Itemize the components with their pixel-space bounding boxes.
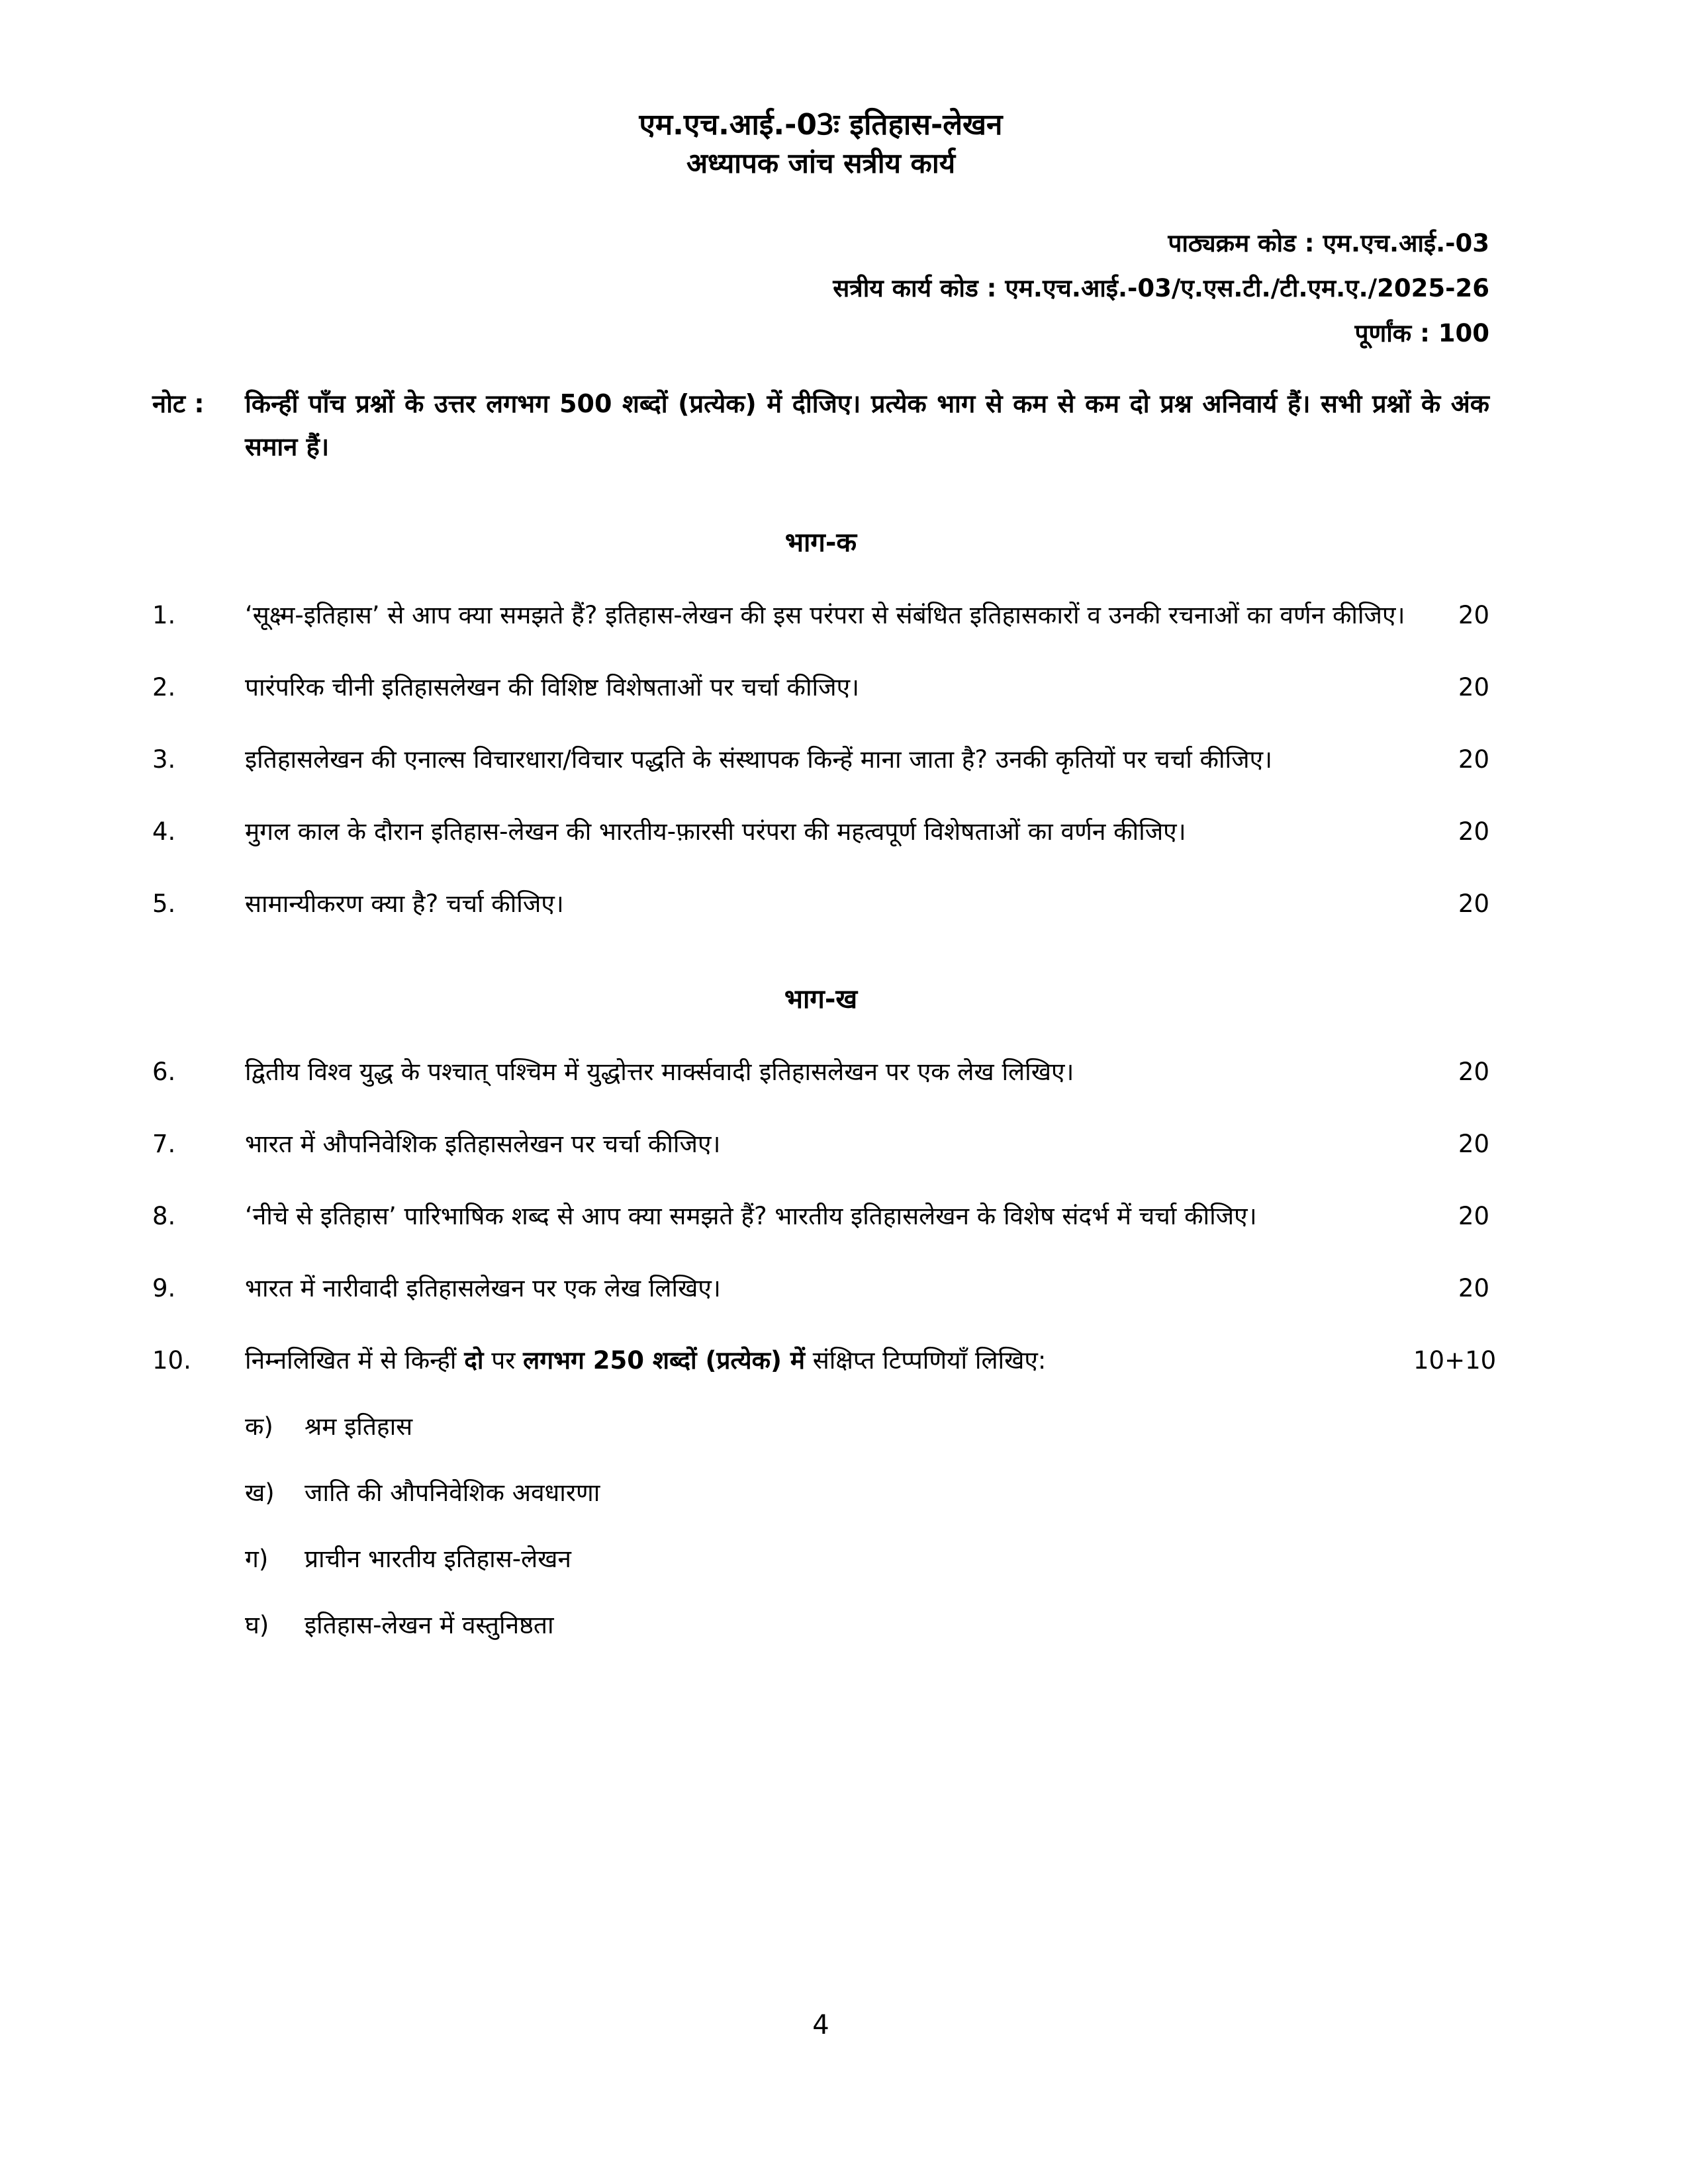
question-text-part-bold: लगभग 250 शब्दों (प्रत्येक) में bbox=[523, 1346, 805, 1375]
question-marks: 20 bbox=[1458, 817, 1489, 846]
question-marks: 20 bbox=[1458, 1202, 1489, 1230]
question-row-6 bbox=[152, 1050, 1489, 1093]
question-row-5 bbox=[152, 882, 1489, 925]
subitem-text: प्राचीन भारतीय इतिहास-लेखन bbox=[305, 1545, 571, 1573]
question-marks: 20 bbox=[1458, 673, 1489, 702]
question-number: 1. bbox=[152, 601, 176, 629]
question-row-2 bbox=[152, 666, 1489, 709]
question-marks: 20 bbox=[1458, 1130, 1489, 1158]
question-number: 8. bbox=[152, 1202, 176, 1230]
subitem-text: जाति की औपनिवेशिक अवधारणा bbox=[305, 1479, 600, 1507]
question-text: ‘सूक्ष्म-इतिहास’ से आप क्या समझते हैं? इतिहास-लेखन की इस परंपरा से संबंधित इतिहासकारों व उनकी रचनाओं का वर्णन कीजिए। bbox=[245, 601, 1405, 629]
question-row-10 bbox=[152, 1339, 1497, 1382]
page-title: एम.एच.आई.-03ः इतिहास-लेखन bbox=[639, 108, 1003, 142]
question-text: मुगल काल के दौरान इतिहास-लेखन की भारतीय-फ़ारसी परंपरा की महत्वपूर्ण विशेषताओं का वर्णन कीजिए। bbox=[245, 817, 1186, 846]
question-marks: 20 bbox=[1458, 1274, 1489, 1302]
page-number: 4 bbox=[812, 2010, 829, 2040]
question-marks: 10+10 bbox=[1413, 1346, 1497, 1375]
subitem-label: ग) bbox=[245, 1545, 269, 1573]
note-text: किन्हीं पाँच प्रश्नों के उत्तर लगभग 500 शब्दों (प्रत्येक) में दीजिए। प्रत्येक भाग से कम से कम दो प्रश्न अनिवार्य हैं। सभी प्रश्नों के अंक समान हैं। bbox=[245, 389, 1489, 461]
question-number: 9. bbox=[152, 1274, 176, 1302]
question-number: 7. bbox=[152, 1130, 176, 1158]
question-text-part: पर bbox=[483, 1346, 524, 1375]
question-row-1 bbox=[152, 594, 1489, 637]
course-code-line: पाठ्यक्रम कोड : एम.एच.आई.-03 bbox=[1168, 229, 1489, 257]
section-heading-a: भाग-क bbox=[784, 527, 857, 558]
question-10-subitems bbox=[152, 1405, 1489, 1647]
question-number: 3. bbox=[152, 745, 176, 774]
question-marks: 20 bbox=[1458, 601, 1489, 629]
question-text: द्वितीय विश्व युद्ध के पश्चात् पश्चिम में युद्धोत्तर मार्क्सवादी इतिहासलेखन पर एक लेख लिखिए। bbox=[245, 1058, 1074, 1086]
subitem-kha bbox=[245, 1471, 1489, 1514]
question-text bbox=[245, 1339, 1413, 1382]
subitem-gha bbox=[245, 1604, 1489, 1647]
subitem-text: श्रम इतिहास bbox=[305, 1412, 413, 1441]
question-number: 6. bbox=[152, 1058, 176, 1086]
subitem-ga bbox=[245, 1537, 1489, 1580]
meta-block bbox=[152, 221, 1489, 356]
max-marks-line: पूर्णांक : 100 bbox=[1354, 319, 1489, 347]
subitem-label: ख) bbox=[245, 1479, 275, 1507]
question-text-part: संक्षिप्त टिप्पणियाँ लिखिए: bbox=[804, 1346, 1047, 1375]
question-text: भारत में नारीवादी इतिहासलेखन पर एक लेख लिखिए। bbox=[245, 1274, 721, 1302]
note bbox=[152, 383, 1489, 469]
note-label: नोट : bbox=[152, 389, 205, 418]
question-text: इतिहासलेखन की एनाल्स विचारधारा/विचार पद्धति के संस्थापक किन्हें माना जाता है? उनकी कृतियों पर चर्चा कीजिए। bbox=[245, 745, 1273, 774]
question-row-7 bbox=[152, 1122, 1489, 1165]
question-text-part-bold: दो bbox=[464, 1346, 484, 1375]
question-row-4 bbox=[152, 810, 1489, 853]
question-marks: 20 bbox=[1458, 745, 1489, 774]
question-text: भारत में औपनिवेशिक इतिहासलेखन पर चर्चा कीजिए। bbox=[245, 1130, 721, 1158]
question-row-3 bbox=[152, 738, 1489, 781]
question-text: पारंपरिक चीनी इतिहासलेखन की विशिष्ट विशेषताओं पर चर्चा कीजिए। bbox=[245, 673, 860, 702]
question-text-part: निम्नलिखित में से किन्हीं bbox=[245, 1346, 465, 1375]
section-heading-b: भाग-ख bbox=[784, 984, 858, 1015]
question-text: सामान्यीकरण क्या है? चर्चा कीजिए। bbox=[245, 889, 564, 918]
question-marks: 20 bbox=[1458, 889, 1489, 918]
question-number: 4. bbox=[152, 817, 176, 846]
question-number: 10. bbox=[152, 1346, 191, 1375]
assignment-code-line: सत्रीय कार्य कोड : एम.एच.आई.-03/ए.एस.टी./टी.एम.ए./2025-26 bbox=[833, 274, 1489, 302]
question-row-8 bbox=[152, 1195, 1489, 1238]
question-marks: 20 bbox=[1458, 1058, 1489, 1086]
question-number: 2. bbox=[152, 673, 176, 702]
subitem-label: क) bbox=[245, 1412, 273, 1441]
subitem-text: इतिहास-लेखन में वस्तुनिष्ठता bbox=[305, 1611, 554, 1639]
page-subtitle: अध्यापक जांच सत्रीय कार्य bbox=[686, 147, 956, 179]
question-number: 5. bbox=[152, 889, 176, 918]
question-row-9 bbox=[152, 1267, 1489, 1310]
subitem-ka bbox=[245, 1405, 1489, 1448]
question-text: ‘नीचे से इतिहास’ पारिभाषिक शब्द से आप क्या समझते हैं? भारतीय इतिहासलेखन के विशेष संदर्भ में चर्चा कीजिए। bbox=[245, 1202, 1257, 1230]
subitem-label: घ) bbox=[245, 1611, 269, 1639]
